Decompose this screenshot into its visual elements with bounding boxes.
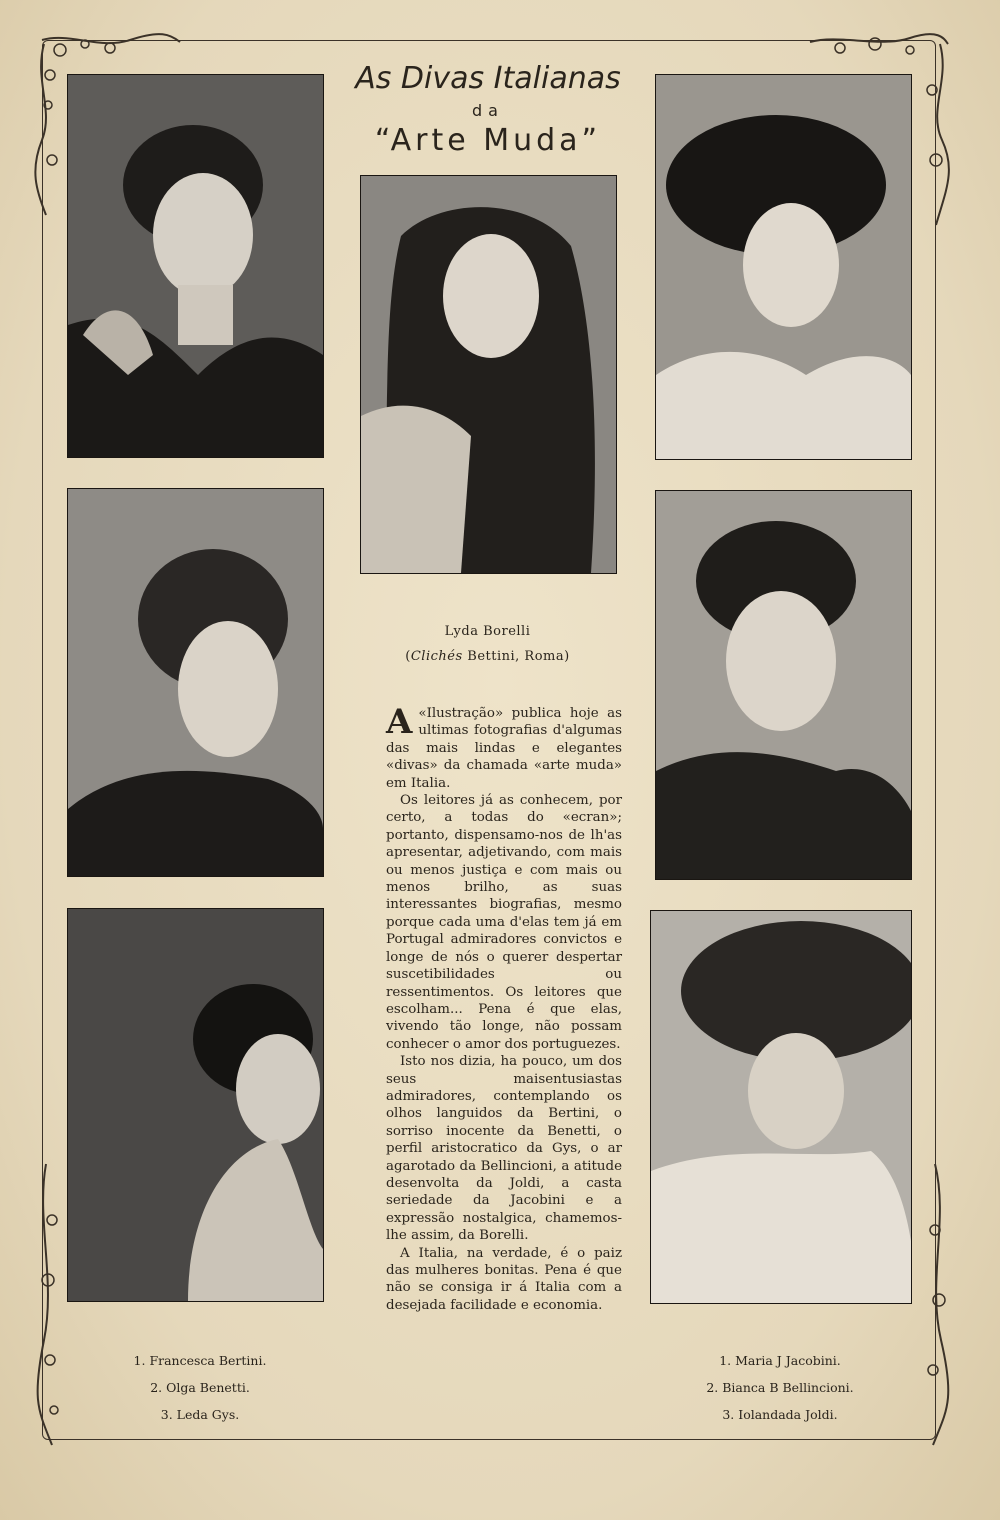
caption-credit-italic: Clichés (410, 649, 463, 664)
center-caption (360, 624, 615, 664)
title-lettering (328, 52, 648, 160)
drop-cap: A (386, 702, 413, 742)
right-caption-2: 2. Bianca B Bellincioni. (706, 1380, 854, 1395)
caption-credit: (Clichés Bettini, Roma) (405, 649, 570, 664)
portrait-figure-4 (656, 75, 911, 459)
portrait-iolandada-joldi (650, 910, 912, 1304)
portrait-figure-5 (656, 491, 911, 879)
portrait-lyda-borelli (360, 175, 617, 574)
right-caption-3: 3. Iolandada Joldi. (722, 1407, 838, 1422)
article-paragraph-1 (386, 702, 622, 792)
page-title (328, 52, 648, 160)
article-paragraph-4: A Italia, na verdade, é o paiz das mulheres bonitas. Pena é que não se consiga ir á Italia com a desejada facilidade e economia. (386, 1245, 622, 1313)
ornament-bottom-right (905, 1160, 965, 1450)
article-paragraph-1-text: «Ilustração» publica hoje as ultimas fotografias d'algumas das mais lindas e elegantes «divas» da chamada «arte muda» em Italia. (386, 706, 622, 791)
right-caption-1: 1. Maria J Jacobini. (719, 1353, 841, 1368)
portrait-olga-benetti (67, 488, 324, 877)
title-line-1: As Divas Italianas (355, 61, 621, 96)
caption-credit-rest: Bettini, Roma (467, 649, 565, 664)
portrait-francesca-bertini (67, 74, 324, 458)
left-caption-2: 2. Olga Benetti. (150, 1380, 250, 1395)
portrait-bianca-bellincioni (655, 490, 912, 880)
article-paragraph-3: Isto nos dizia, ha pouco, um dos seus maisentusiastas admiradores, contemplando os olhos languidos da Bertini, o sorriso inocente da Benetti, o perfil aristocratico da Gys, o ar agarotado da Bellincioni, a atitude desenvolta da Joldi, a casta seriedade da Jacobini e a expressão nostalgica, chamemos-lhe assim, da Borelli. (386, 1054, 622, 1244)
portrait-maria-jacobini (655, 74, 912, 460)
portrait-leda-gys (67, 908, 324, 1302)
caption-name: Lyda Borelli (444, 624, 531, 639)
portrait-figure-1 (68, 75, 323, 457)
left-captions (90, 1347, 310, 1428)
right-captions (670, 1347, 890, 1428)
portrait-figure-2 (68, 489, 323, 876)
left-caption-1: 1. Francesca Bertini. (133, 1353, 267, 1368)
title-line-3: “Arte Muda” (374, 123, 602, 158)
left-caption-3: 3. Leda Gys. (160, 1407, 240, 1422)
article-paragraph-2: Os leitores já as conhecem, por certo, a todas do «ecran»; portanto, dispensamo-nos de lh'as apresentar, adjetivando, com mais ou menos justiça e com mais ou menos brilho, as suas interessantes biografias, mesmo porque cada uma d'elas tem já em Portugal admiradores convictos e longe de nós o querer despertar suscetibilidades ou ressentimentos. Os leitores que escolham... Pena é que elas, vivendo tão longe, não possam conhecer o amor dos portuguezes. (386, 793, 622, 1052)
article-body (386, 702, 622, 1314)
title-line-2: da (472, 101, 504, 120)
portrait-figure-center (361, 176, 616, 573)
portrait-figure-6 (651, 911, 911, 1303)
portrait-figure-3 (68, 909, 323, 1301)
